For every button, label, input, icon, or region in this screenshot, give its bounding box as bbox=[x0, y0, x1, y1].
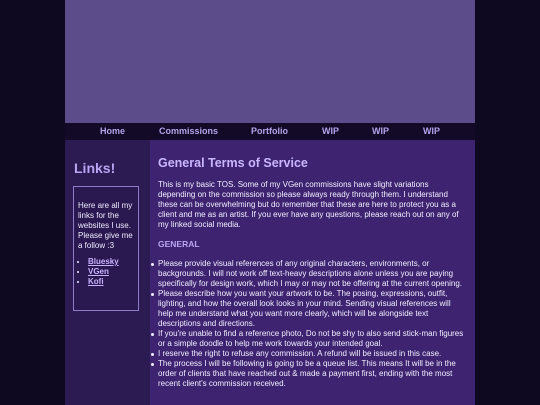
nav-wip-1[interactable]: WIP bbox=[322, 126, 339, 136]
list-item: Please provide visual references of any original characters, environments, or backgrounds. I will not work off text-heavy descriptions alone unless you are paying specifically for design work, which I may or may not be offering at the current opening. bbox=[158, 259, 463, 288]
nav-portfolio[interactable]: Portfolio bbox=[251, 126, 288, 136]
page-title: General Terms of Service bbox=[158, 156, 308, 170]
nav-home[interactable]: Home bbox=[100, 126, 126, 136]
list-item bbox=[88, 257, 138, 267]
sidebar-title: Links! bbox=[74, 160, 116, 176]
sidebar bbox=[65, 140, 150, 405]
main-content bbox=[150, 140, 475, 405]
top-nav bbox=[65, 123, 475, 140]
list-item: If you're unable to find a reference photo, Do not be shy to also send stick-man figures or a simple doodle to help me work towards your intended goal. bbox=[158, 329, 464, 348]
list-item bbox=[88, 277, 138, 287]
links-box bbox=[73, 186, 139, 311]
list-item: I reserve the right to refuse any commission. A refund will be issued in this case. bbox=[158, 349, 464, 359]
page-container bbox=[65, 0, 475, 405]
list-item: Please describe how you want your artwork to be. The posing, expressions, outfit, lighting, and how the overall look looks in your mind. Sending visual references will help me understand what you want more clearly, which will be alongside text descriptions and directions. bbox=[158, 289, 464, 329]
header-banner bbox=[65, 0, 475, 123]
link-kofi[interactable]: Kofi bbox=[88, 277, 104, 286]
section-heading: GENERAL bbox=[158, 239, 200, 249]
nav-wip-2[interactable]: WIP bbox=[372, 126, 389, 136]
list-item: The process I will be following is going to be a queue list. This means It will be in the order of clients that have reached out & made a payment first, ending with the most recent client's commission received. bbox=[158, 359, 464, 389]
link-vgen[interactable]: VGen bbox=[88, 267, 109, 276]
list-item bbox=[88, 267, 138, 277]
links-intro: Here are all my links for the websites I use. Please give me a follow :3 bbox=[78, 201, 133, 250]
nav-commissions[interactable]: Commissions bbox=[159, 126, 219, 136]
nav-wip-3[interactable]: WIP bbox=[423, 126, 440, 136]
rules-list bbox=[158, 259, 464, 389]
links-list bbox=[78, 257, 138, 287]
intro-paragraph: This is my basic TOS. Some of my VGen commissions have slight variations depending on the commission so please always ready through them. I understand these can be overwhelming but do remember that these are here to protect you as a client and me as an artist. If you ever have any questions, please reach out on any of my linked social media. bbox=[158, 180, 459, 229]
link-bluesky[interactable]: Bluesky bbox=[88, 257, 119, 266]
